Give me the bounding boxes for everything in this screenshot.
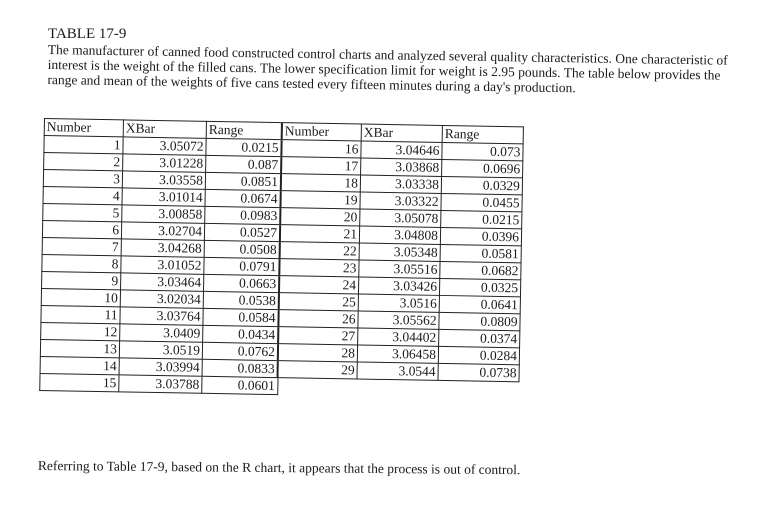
cell-xbar-left: 3.0519	[119, 341, 202, 359]
intro-paragraph: The manufacturer of canned food constructed control charts and analyzed several quality characteristics. One characteristic of interest is the weight of the filled cans. The lower specification limit for weight is 2.95 pounds. The table below provides the range and mean of the weights of five cans tested every fifteen minutes during a day's production.	[47, 42, 728, 96]
empty-cell	[357, 379, 438, 397]
cell-xbar-left: 3.02034	[120, 290, 203, 308]
cell-range-right: 0.0396	[440, 227, 521, 245]
cell-range-right: 0.0809	[439, 312, 520, 330]
cell-xbar-right: 3.04646	[361, 141, 442, 159]
cell-number-left: 9	[42, 271, 121, 289]
empty-cell	[438, 380, 519, 398]
cell-number-right: 28	[278, 344, 358, 362]
cell-xbar-right: 3.0544	[357, 362, 438, 380]
cell-number-right: 16	[281, 140, 361, 158]
data-table	[39, 118, 524, 399]
cell-number-right: 19	[280, 191, 360, 209]
cell-range-left: 0.0674	[205, 189, 281, 207]
cell-xbar-right: 3.03322	[360, 192, 441, 210]
data-table-wrapper	[39, 118, 524, 399]
cell-xbar-right: 3.04808	[359, 226, 440, 244]
cell-xbar-right: 3.05348	[359, 243, 440, 261]
cell-xbar-right: 3.03338	[360, 175, 441, 193]
cell-range-left: 0.0762	[202, 342, 278, 360]
cell-xbar-right: 3.04402	[358, 328, 439, 346]
cell-number-left: 4	[43, 186, 122, 204]
cell-number-left: 15	[40, 373, 119, 391]
cell-number-left: 12	[41, 322, 120, 340]
cell-xbar-left: 3.01014	[122, 188, 205, 206]
cell-range-left: 0.0983	[205, 206, 281, 224]
cell-number-right: 18	[281, 174, 361, 192]
cell-xbar-right: 3.06458	[357, 345, 438, 363]
cell-number-right: 29	[278, 361, 358, 379]
cell-range-left: 0.0215	[206, 138, 282, 156]
cell-range-right: 0.0374	[439, 329, 520, 347]
empty-cell	[277, 378, 357, 396]
cell-range-right: 0.0329	[441, 176, 522, 194]
cell-range-left: 0.087	[206, 155, 282, 173]
cell-number-right: 27	[278, 327, 358, 345]
cell-xbar-right: 3.03868	[361, 158, 442, 176]
cell-xbar-left: 3.03558	[122, 171, 205, 189]
cell-xbar-left: 3.02704	[121, 222, 204, 240]
cell-range-left: 0.0791	[204, 257, 280, 275]
cell-range-right: 0.0738	[438, 363, 519, 381]
cell-xbar-right: 3.05562	[358, 311, 439, 329]
cell-range-right: 0.0682	[440, 261, 521, 279]
cell-number-left: 7	[42, 237, 121, 255]
cell-number-left: 5	[43, 203, 122, 221]
cell-number-left: 10	[41, 288, 120, 306]
cell-number-left: 6	[42, 220, 121, 238]
cell-xbar-right: 3.0516	[358, 294, 439, 312]
cell-xbar-left: 3.05072	[123, 137, 206, 155]
cell-range-left: 0.0663	[203, 274, 279, 292]
table-body	[40, 136, 523, 399]
cell-range-left: 0.0508	[204, 240, 280, 258]
header-range-right: Range	[442, 125, 523, 143]
cell-xbar-right: 3.05516	[359, 260, 440, 278]
cell-number-right: 26	[278, 310, 358, 328]
cell-range-right: 0.0455	[441, 193, 522, 211]
cell-number-right: 25	[279, 293, 359, 311]
cell-range-right: 0.0284	[438, 346, 519, 364]
cell-xbar-left: 3.00858	[122, 205, 205, 223]
cell-number-right: 24	[279, 276, 359, 294]
cell-range-left: 0.0851	[205, 172, 281, 190]
cell-number-right: 17	[281, 157, 361, 175]
cell-number-left: 2	[44, 153, 123, 171]
cell-number-right: 20	[280, 208, 360, 226]
cell-xbar-left: 3.03464	[121, 273, 204, 291]
cell-xbar-left: 3.01052	[121, 256, 204, 274]
cell-number-right: 22	[280, 242, 360, 260]
cell-range-left: 0.0584	[203, 308, 279, 326]
cell-xbar-left: 3.0409	[120, 324, 203, 342]
cell-xbar-left: 3.03788	[119, 375, 202, 393]
cell-range-left: 0.0601	[202, 376, 278, 394]
cell-xbar-right: 3.03426	[358, 277, 439, 295]
cell-number-left: 1	[44, 136, 123, 154]
cell-xbar-left: 3.04268	[121, 239, 204, 257]
cell-number-left: 14	[40, 356, 119, 374]
header-xbar-left: XBar	[123, 120, 206, 138]
header-range-left: Range	[206, 121, 282, 139]
cell-number-left: 8	[42, 254, 121, 272]
cell-number-left: 3	[43, 170, 122, 188]
cell-xbar-left: 3.03764	[120, 307, 203, 325]
cell-range-left: 0.0434	[203, 325, 279, 343]
cell-number-right: 21	[280, 225, 360, 243]
cell-range-left: 0.0538	[203, 291, 279, 309]
header-xbar-right: XBar	[361, 124, 442, 142]
cell-number-left: 11	[41, 305, 120, 323]
header-number-left: Number	[44, 119, 123, 137]
cell-xbar-right: 3.05078	[360, 209, 441, 227]
cell-range-right: 0.0696	[442, 159, 523, 177]
cell-xbar-left: 3.03994	[119, 358, 202, 376]
table-title: TABLE 17-9	[48, 26, 127, 42]
header-number-right: Number	[282, 123, 362, 141]
cell-range-right: 0.0325	[439, 278, 520, 296]
cell-range-right: 0.0581	[440, 244, 521, 262]
cell-xbar-left: 3.01228	[123, 154, 206, 172]
cell-number-left: 13	[40, 339, 119, 357]
cell-range-right: 0.0215	[441, 210, 522, 228]
cell-range-left: 0.0833	[202, 359, 278, 377]
footer-statement: Referring to Table 17-9, based on the R chart, it appears that the process is out of control.	[37, 458, 521, 478]
cell-range-left: 0.0527	[204, 223, 280, 241]
cell-range-right: 0.073	[442, 142, 523, 160]
cell-range-right: 0.0641	[439, 295, 520, 313]
cell-number-right: 23	[279, 259, 359, 277]
